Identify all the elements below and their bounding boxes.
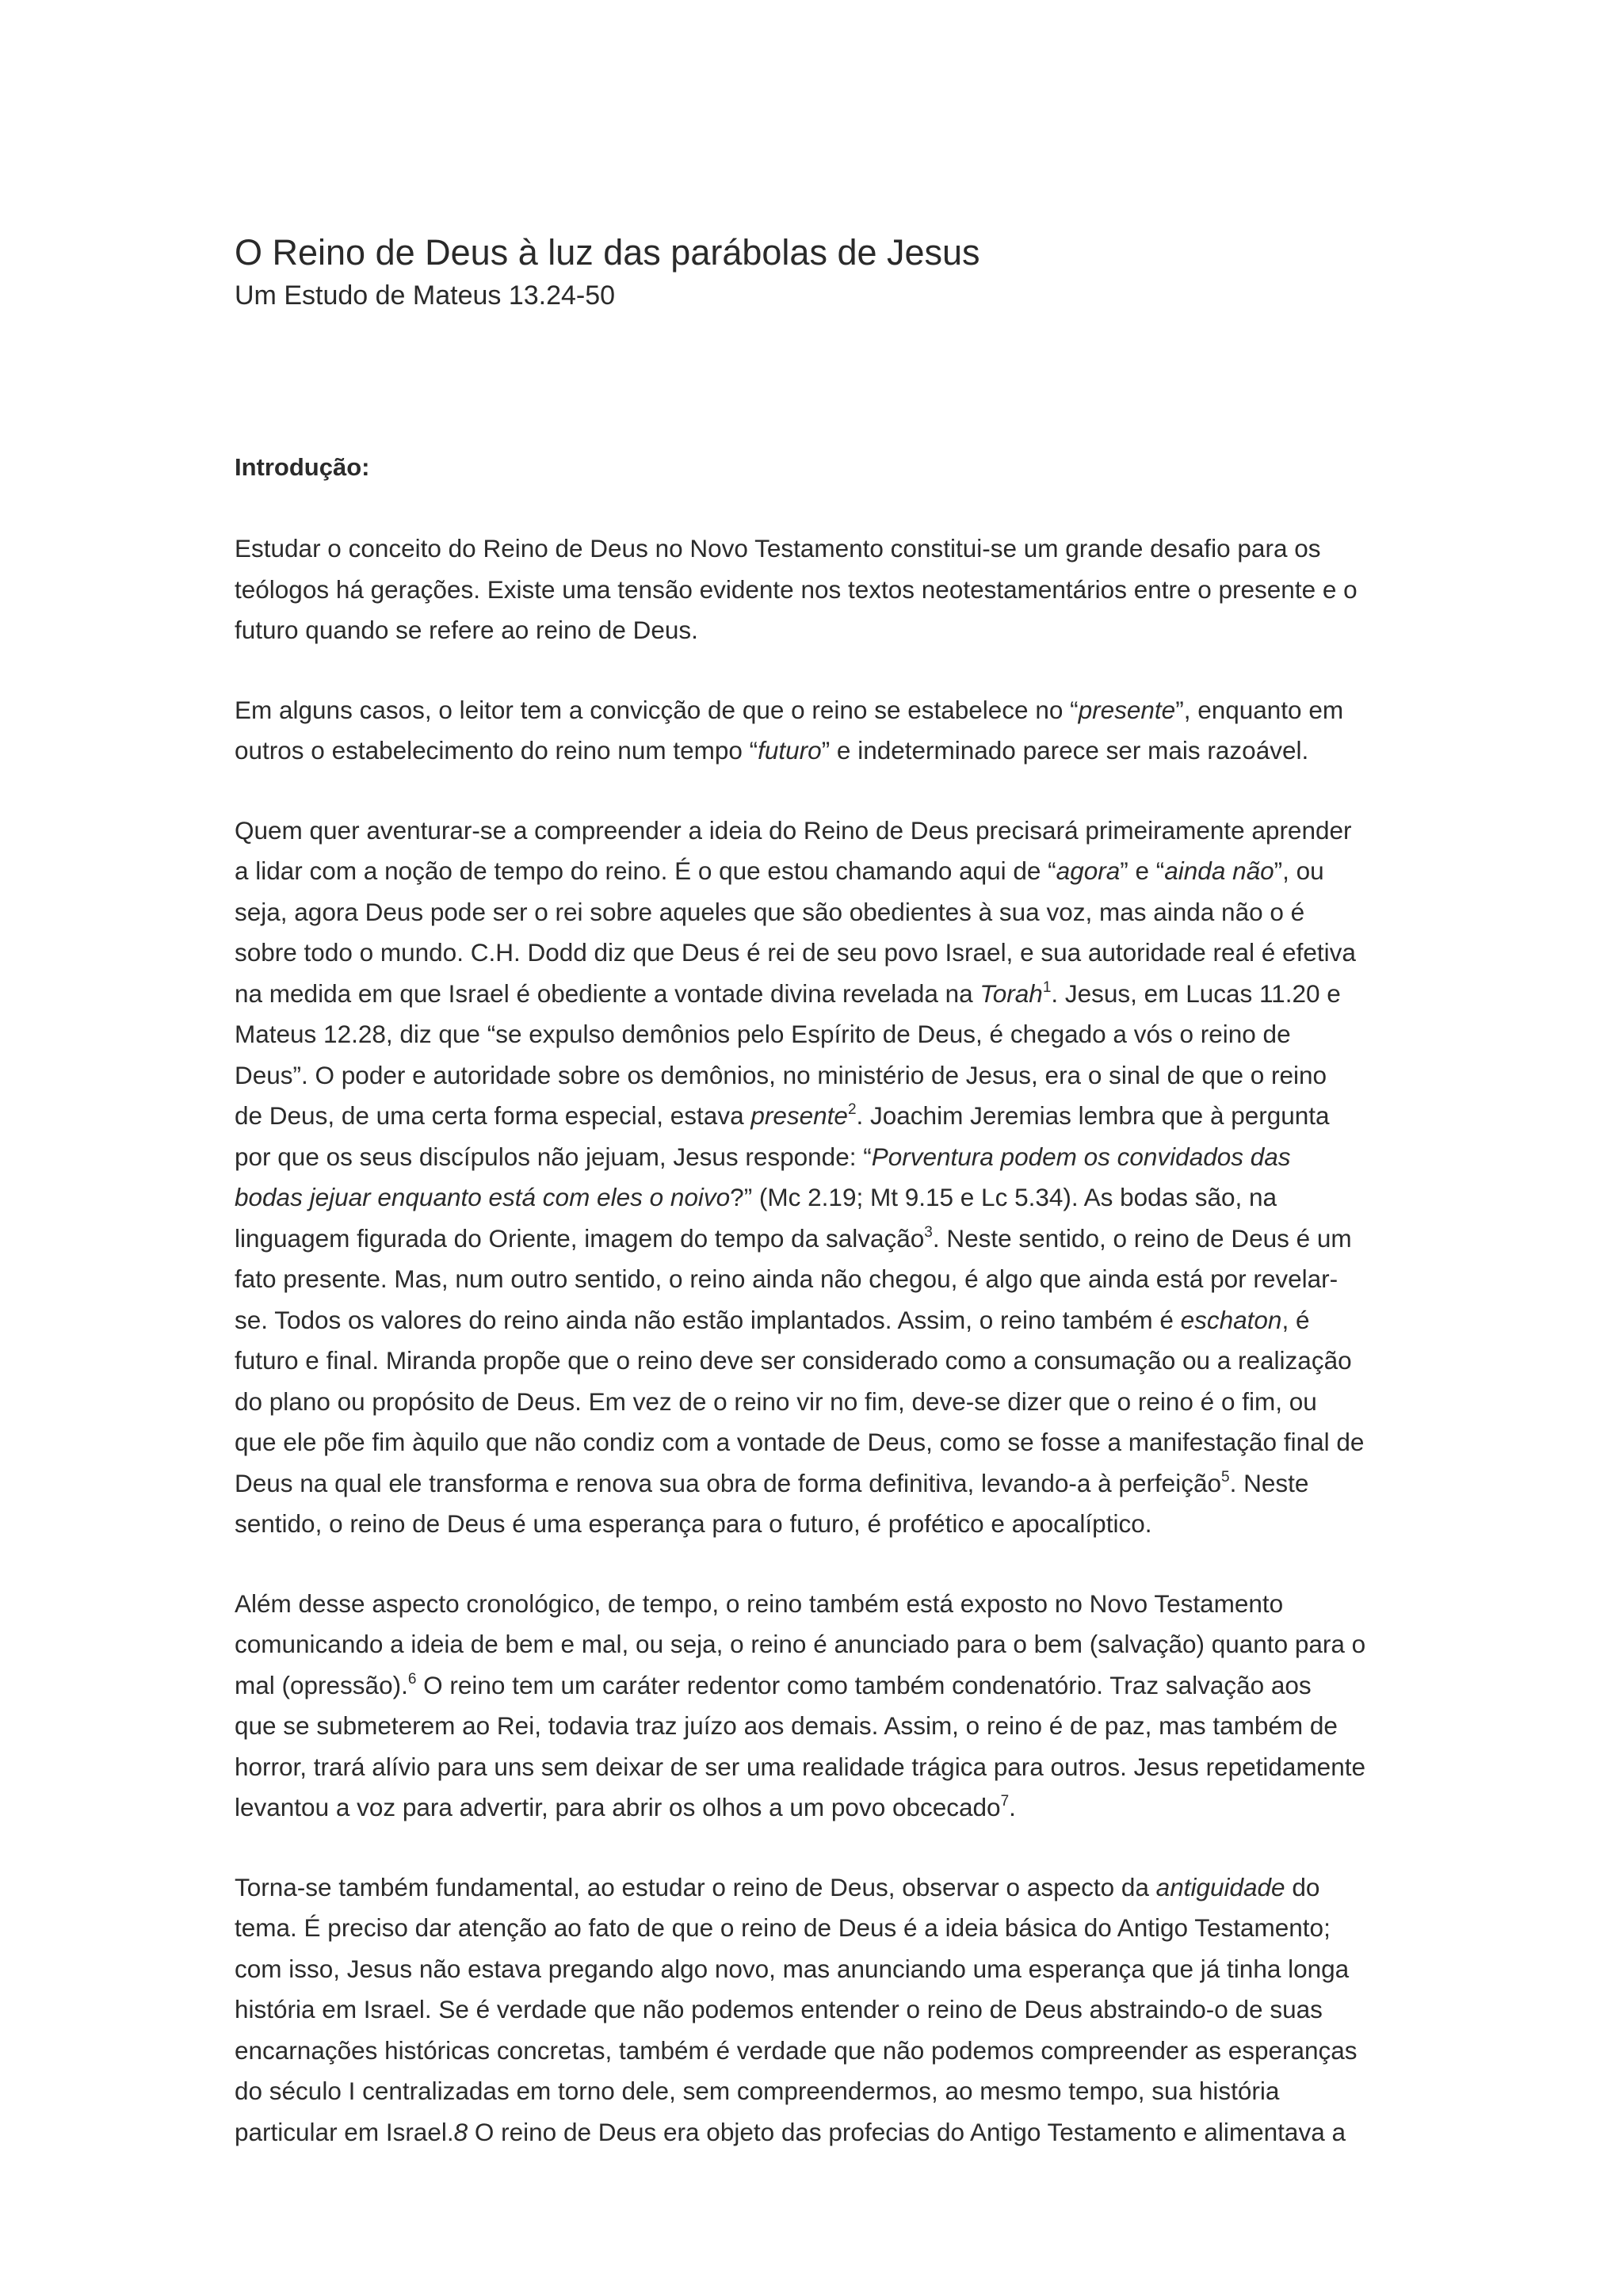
paragraph-3 (235, 810, 1479, 1545)
text-line: que se submeterem ao Rei, todavia traz juízo aos demais. Assim, o reino é de paz, mas também de (235, 1711, 1338, 1740)
emphasis-text: Porventura podem os convidados das (871, 1142, 1291, 1171)
emphasis-text: futuro (758, 736, 822, 765)
text-line: Estudar o conceito do Reino de Deus no Novo Testamento constitui-se um grande desafio para os (235, 534, 1321, 563)
text-line: que ele põe fim àquilo que não condiz com a vontade de Deus, como se fosse a manifestação final de (235, 1428, 1365, 1456)
text-line: seja, agora Deus pode ser o rei sobre aqueles que são obedientes à sua voz, mas ainda não o é (235, 897, 1305, 926)
text-line: tema. É preciso dar atenção ao fato de que o reino de Deus é a ideia básica do Antigo Testamento; (235, 1913, 1331, 1942)
document-title: O Reino de Deus à luz das parábolas de Jesus (235, 232, 980, 273)
emphasis-text: agora (1056, 856, 1121, 885)
text-line: a lidar com a noção de tempo do reino. É o que estou chamando aqui de “agora” e “ainda não”, ou (235, 856, 1324, 885)
text-line: por que os seus discípulos não jejuam, Jesus responde: “Porventura podem os convidados das (235, 1142, 1291, 1171)
footnote-ref-7[interactable]: 7 (1000, 1793, 1010, 1810)
text-line: sobre todo o mundo. C.H. Dodd diz que Deus é rei de seu povo Israel, e sua autoridade real é efetiva (235, 938, 1356, 967)
text-line: mal (opressão).$^6$ O reino tem um caráter redentor como também condenatório. Traz salvação aos (235, 1670, 1312, 1699)
paragraph-1 (235, 528, 1479, 651)
text-line: do plano ou propósito de Deus. Em vez de o reino vir no fim, deve-se dizer que o reino é o fim, ou (235, 1386, 1317, 1416)
text-line: encarnações históricas concretas, também é verdade que não podemos compreender as esperanças (235, 2035, 1358, 2065)
text-line: Deus na qual ele transforma e renova sua obra de forma definitiva, levando-a à perfeição$^5$. Neste (235, 1468, 1309, 1497)
text-line: bodas jejuar enquanto está com eles o noivo?” (Mc 2.19; Mt 9.15 e Lc 5.34). As bodas são, na (235, 1183, 1277, 1211)
text-line: com isso, Jesus não estava pregando algo novo, mas anunciando uma esperança que já tinha longa (235, 1954, 1350, 1983)
emphasis-text: eschaton (1180, 1305, 1282, 1334)
emphasis-text: antiguidade (1155, 1872, 1285, 1901)
footnote-ref-2[interactable]: 2 (847, 1101, 857, 1118)
footnote-ref-5[interactable]: 5 (1221, 1468, 1230, 1486)
text-line: Em alguns casos, o leitor tem a convicção de que o reino se estabelece no “presente”, enquanto em (235, 695, 1344, 724)
text-line: de Deus, de uma certa forma especial, estava presente$^2$. Joachim Jeremias lembra que à pergunta (235, 1101, 1330, 1130)
text-line: teólogos há gerações. Existe uma tensão evidente nos textos neotestamentários entre o presente e o (235, 574, 1358, 604)
emphasis-text: presente (1078, 695, 1176, 724)
emphasis-text: bodas jejuar enquanto está com eles o noivo (235, 1183, 731, 1211)
paragraph-2 (235, 690, 1479, 772)
footnote-ref-8[interactable]: 8 (453, 2117, 468, 2146)
text-line: futuro quando se refere ao reino de Deus. (235, 616, 698, 644)
text-line: Deus”. O poder e autoridade sobre os demônios, no ministério de Jesus, era o sinal de que o reino (235, 1060, 1327, 1089)
emphasis-text: Torah (980, 978, 1043, 1008)
footnote-ref-3[interactable]: 3 (924, 1223, 933, 1241)
section-heading: Introdução: (235, 453, 370, 481)
text-line: linguagem figurada do Oriente, imagem do tempo da salvação$^3$. Neste sentido, o reino de Deus é um (235, 1223, 1352, 1253)
text-line: horror, trará alívio para uns sem deixar de ser uma realidade trágica para outros. Jesus repetidamente (235, 1752, 1365, 1781)
text-line: sentido, o reino de Deus é uma esperança para o futuro, é profético e apocalíptico. (235, 1509, 1152, 1538)
text-line: comunicando a ideia de bem e mal, ou seja, o reino é anunciado para o bem (salvação) quanto para o (235, 1630, 1366, 1658)
text-line: particular em Israel.8 O reino de Deus era objeto das profecias do Antigo Testamento e alimentava a (235, 2117, 1346, 2146)
text-line: Mateus 12.28, diz que “se expulso demônios pelo Espírito de Deus, é chegado a vós o reino de (235, 1020, 1291, 1048)
text-line: se. Todos os valores do reino ainda não estão implantados. Assim, o reino também é eschaton, é (235, 1305, 1310, 1334)
paragraph-4 (235, 1584, 1479, 1829)
text-line: Quem quer aventurar-se a compreender a ideia do Reino de Deus precisará primeiramente aprender (235, 815, 1352, 845)
text-line: do século I centralizadas em torno dele, sem compreendermos, ao mesmo tempo, sua história (235, 2077, 1280, 2105)
text-line: história em Israel. Se é verdade que não podemos entender o reino de Deus abstraindo-o de suas (235, 1995, 1323, 2023)
text-line: Torna-se também fundamental, ao estudar o reino de Deus, observar o aspecto da antiguidade do (235, 1872, 1320, 1901)
text-line: outros o estabelecimento do reino num tempo “futuro” e indeterminado parece ser mais razoável. (235, 736, 1309, 765)
text-line: fato presente. Mas, num outro sentido, o reino ainda não chegou, é algo que ainda está por revelar- (235, 1264, 1338, 1293)
footnote-ref-6[interactable]: 6 (407, 1670, 417, 1688)
document-subtitle: Um Estudo de Mateus 13.24-50 (235, 280, 616, 311)
text-line: na medida em que Israel é obediente a vontade divina revelada na Torah$^1$. Jesus, em Lucas 11.20 e (235, 978, 1341, 1008)
text-line: Além desse aspecto cronológico, de tempo, o reino também está exposto no Novo Testamento (235, 1589, 1284, 1618)
text-line: futuro e final. Miranda propõe que o reino deve ser considerado como a consumação ou a realização (235, 1346, 1352, 1375)
document-page (235, 230, 1479, 2153)
emphasis-text: ainda não (1164, 856, 1274, 885)
text-line: levantou a voz para advertir, para abrir os olhos a um povo obcecado$^7$. (235, 1793, 1016, 1821)
emphasis-text: presente (750, 1101, 848, 1130)
footnote-ref-1[interactable]: 1 (1042, 978, 1052, 996)
paragraph-5 (235, 1867, 1479, 2153)
